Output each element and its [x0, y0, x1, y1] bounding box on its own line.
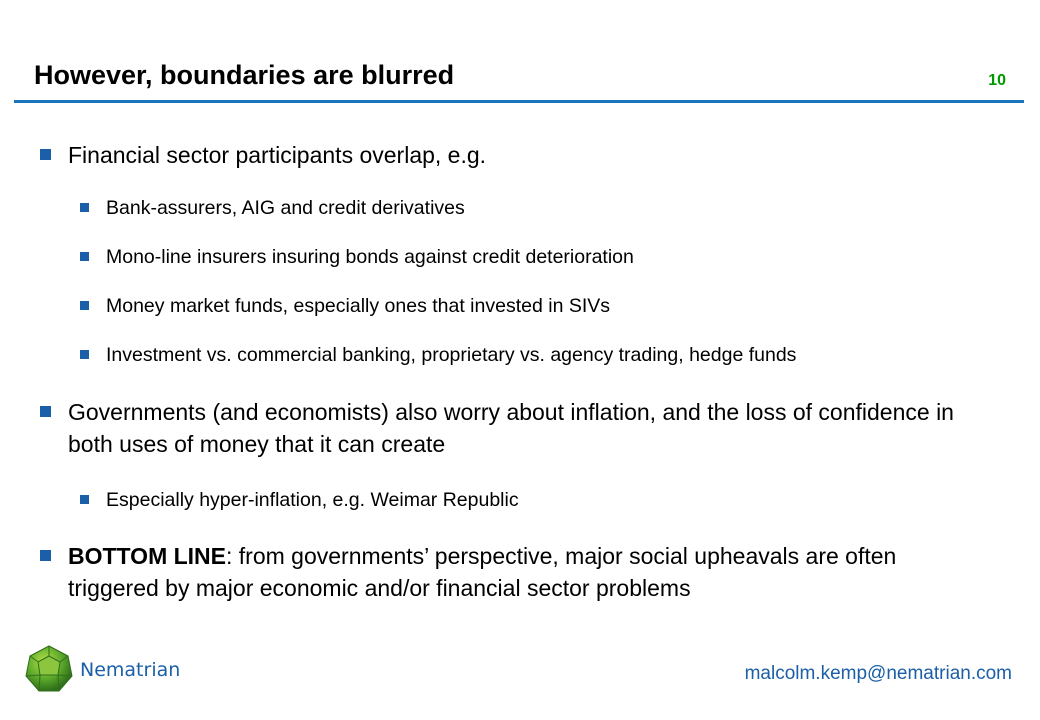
bullet-financial-overlap	[40, 139, 988, 171]
bullet-text: Mono-line insurers insuring bonds against credit deterioration	[106, 246, 634, 268]
footer-brand: Nematrian	[80, 659, 181, 681]
square-bullet-icon	[40, 406, 51, 417]
square-bullet-icon	[40, 149, 51, 160]
page-number: 10	[988, 72, 1006, 89]
title-divider	[14, 100, 1024, 103]
sub-bullet-hyper-inflation	[80, 487, 1006, 513]
slide-title: However, boundaries are blurred	[34, 60, 455, 90]
sub-bullet-bank-assurers	[80, 195, 1006, 221]
bullet-inflation-worry	[40, 396, 988, 460]
square-bullet-icon	[40, 550, 51, 561]
square-bullet-icon	[80, 301, 89, 310]
square-bullet-icon	[80, 252, 89, 261]
bottom-line-text: : from governments’ perspective, major social upheavals are often triggered by major economic and/or financial sector problems	[68, 543, 897, 601]
bullet-bottom-line	[40, 540, 988, 604]
green-dodecahedron-logo-icon	[24, 644, 74, 694]
bullet-text: Money market funds, especially ones that invested in SIVs	[106, 295, 611, 317]
bottom-line-label: BOTTOM LINE	[68, 543, 227, 569]
bullet-text: Governments (and economists) also worry about inflation, and the loss of confidence in both uses of money that it can create	[68, 399, 954, 457]
sub-bullet-money-market	[80, 293, 1006, 319]
square-bullet-icon	[80, 495, 89, 504]
sub-bullet-mono-line	[80, 244, 1006, 270]
bullet-text: Bank-assurers, AIG and credit derivatives	[106, 197, 465, 219]
square-bullet-icon	[80, 350, 89, 359]
bullet-text	[68, 540, 988, 604]
square-bullet-icon	[80, 203, 89, 212]
bullet-text: Especially hyper-inflation, e.g. Weimar Republic	[106, 489, 519, 511]
footer-email-link[interactable]: malcolm.kemp@nematrian.com	[744, 663, 1012, 684]
bullet-text: Financial sector participants overlap, e.g.	[68, 142, 487, 168]
sub-bullet-investment-banking	[80, 342, 1006, 368]
bullet-text: Investment vs. commercial banking, proprietary vs. agency trading, hedge funds	[106, 344, 797, 366]
